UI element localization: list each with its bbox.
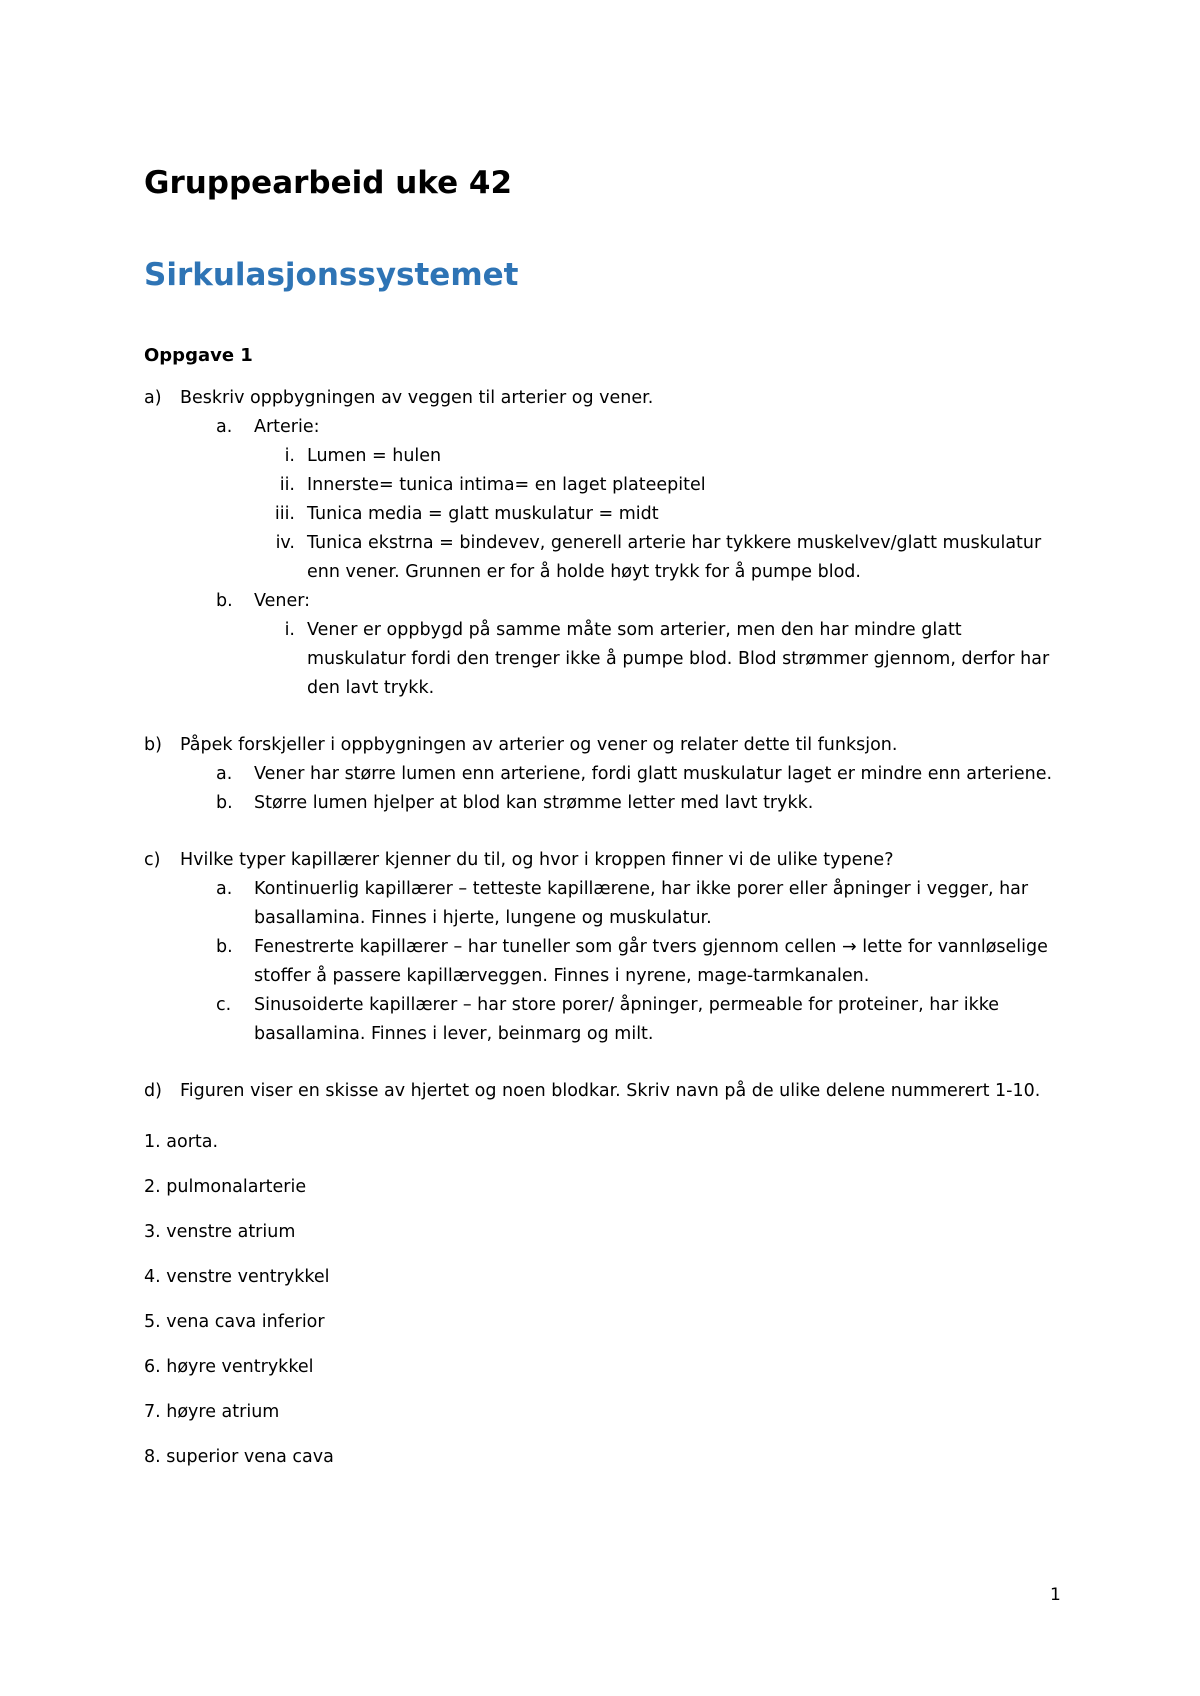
sub-marker: b. bbox=[216, 591, 233, 611]
answer-item: 1. aorta. bbox=[144, 1132, 219, 1152]
sub-text: Vener har større lumen enn arteriene, fordi glatt muskulatur laget er mindre enn arteriene. bbox=[254, 764, 1053, 784]
question-text: Beskriv oppbygningen av veggen til arterier og vener. bbox=[180, 388, 654, 408]
question-b bbox=[144, 731, 1064, 818]
sub-sub-text: Lumen = hulen bbox=[307, 446, 442, 466]
roman-marker: i. bbox=[284, 620, 295, 640]
question-list bbox=[144, 384, 1064, 1472]
sub-text: Kontinuerlig kapillærer – tetteste kapillærene, har ikke porer eller åpninger i vegger, har basallamina. Finnes i hjerte, lungene og muskulatur. bbox=[254, 879, 1029, 928]
question-marker: d) bbox=[144, 1081, 162, 1101]
roman-marker: ii. bbox=[279, 475, 295, 495]
sub-sub-text: Tunica ekstrna = bindevev, generell arterie har tykkere muskelvev/glatt muskulatur enn vener. Grunnen er for å holde høyt trykk for å pumpe blod. bbox=[307, 533, 1042, 582]
sub-text: Sinusoiderte kapillærer – har store porer/ åpninger, permeable for proteiner, har ikke basallamina. Finnes i lever, beinmarg og milt. bbox=[254, 995, 1000, 1044]
document-body bbox=[144, 160, 1064, 1472]
question-b-line bbox=[144, 731, 1064, 760]
answer-item: 4. venstre ventrykkel bbox=[144, 1267, 330, 1287]
sub-sub-item bbox=[261, 500, 1064, 529]
answer-item: 7. høyre atrium bbox=[144, 1402, 280, 1422]
sub-sub-item bbox=[261, 471, 1064, 500]
sub-item bbox=[216, 991, 1064, 1049]
page-number: 1 bbox=[1050, 1585, 1061, 1605]
sub-text: Fenestrerte kapillærer – har tuneller som går tvers gjennom cellen → lette for vannløselige stoffer å passere kapillærveggen. Finnes i nyrene, mage-tarmkanalen. bbox=[254, 937, 1048, 986]
sub-marker: a. bbox=[216, 417, 233, 437]
sub-item bbox=[216, 413, 1064, 442]
sub-text: Arterie: bbox=[254, 417, 320, 437]
sub-item bbox=[216, 760, 1064, 789]
sub-sub-text: Innerste= tunica intima= en laget plateepitel bbox=[307, 475, 706, 495]
question-text: Hvilke typer kapillærer kjenner du til, og hvor i kroppen finner vi de ulike typene? bbox=[180, 850, 894, 870]
sub-marker: b. bbox=[216, 937, 233, 957]
answer-item: 8. superior vena cava bbox=[144, 1447, 334, 1467]
roman-marker: iii. bbox=[274, 504, 295, 524]
sub-text: Vener: bbox=[254, 591, 311, 611]
sub-text: Større lumen hjelper at blod kan strømme letter med lavt trykk. bbox=[254, 793, 814, 813]
sub-sub-item bbox=[261, 529, 1064, 587]
answer-item: 3. venstre atrium bbox=[144, 1222, 296, 1242]
question-marker: c) bbox=[144, 850, 161, 870]
sub-item bbox=[216, 933, 1064, 991]
document-title: Gruppearbeid uke 42 bbox=[144, 165, 513, 201]
question-d bbox=[144, 1077, 1064, 1106]
roman-marker: i. bbox=[284, 446, 295, 466]
sub-marker: c. bbox=[216, 995, 232, 1015]
sub-marker: a. bbox=[216, 879, 233, 899]
answer-item: 6. høyre ventrykkel bbox=[144, 1357, 314, 1377]
question-text: Figuren viser en skisse av hjertet og noen blodkar. Skriv navn på de ulike delene nummerert 1-10. bbox=[180, 1081, 1041, 1101]
answer-item: 2. pulmonalarterie bbox=[144, 1177, 307, 1197]
question-marker: b) bbox=[144, 735, 162, 755]
sub-item bbox=[216, 789, 1064, 818]
section-title: Sirkulasjonssystemet bbox=[144, 257, 519, 293]
sub-sub-item bbox=[261, 616, 1064, 703]
question-a bbox=[144, 384, 1064, 703]
answer-item: 5. vena cava inferior bbox=[144, 1312, 325, 1332]
sub-sub-item bbox=[261, 442, 1064, 471]
roman-marker: iv. bbox=[275, 533, 295, 553]
question-c bbox=[144, 846, 1064, 1049]
sub-item bbox=[216, 587, 1064, 616]
sub-sub-text: Vener er oppbygd på samme måte som arterier, men den har mindre glatt muskulatur fordi den trenger ikke å pumpe blod. Blod strømmer gjennom, derfor har den lavt trykk. bbox=[307, 620, 1050, 698]
question-a-line bbox=[144, 384, 1064, 413]
question-d-line bbox=[144, 1077, 1064, 1106]
question-marker: a) bbox=[144, 388, 162, 408]
sub-item bbox=[216, 875, 1064, 933]
question-text: Påpek forskjeller i oppbygningen av arterier og vener og relater dette til funksjon. bbox=[180, 735, 898, 755]
task-heading: Oppgave 1 bbox=[144, 345, 253, 366]
question-c-line bbox=[144, 846, 1064, 875]
sub-sub-text: Tunica media = glatt muskulatur = midt bbox=[307, 504, 659, 524]
sub-marker: a. bbox=[216, 764, 233, 784]
answer-list bbox=[144, 1128, 1064, 1472]
sub-marker: b. bbox=[216, 793, 233, 813]
